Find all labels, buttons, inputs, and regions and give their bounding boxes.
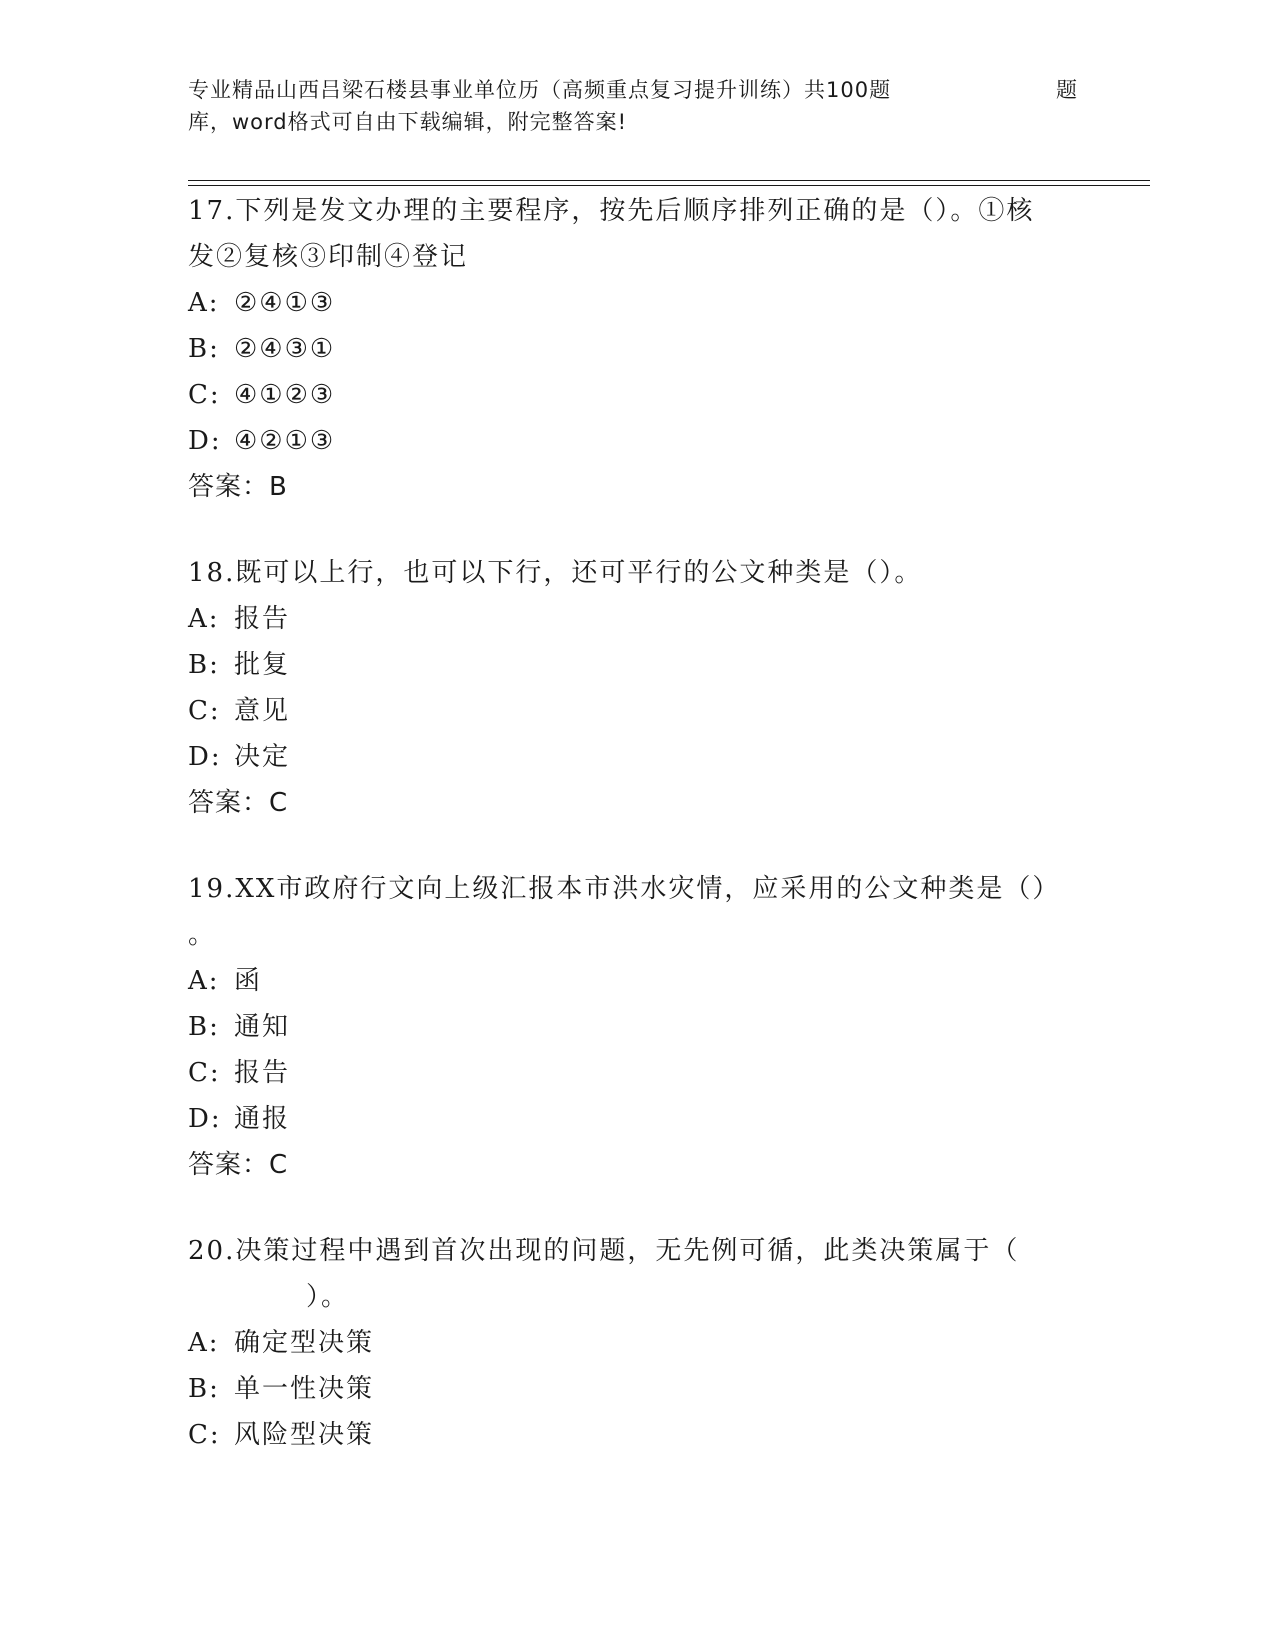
option-label: C: bbox=[188, 1420, 221, 1450]
question-18 bbox=[188, 550, 1088, 826]
option-c bbox=[188, 1412, 1088, 1458]
question-stem-line: 19.XX市政府行文向上级汇报本市洪水灾情，应采用的公文种类是（） bbox=[188, 874, 1061, 904]
spacer bbox=[188, 826, 1088, 866]
option-label: D: bbox=[188, 1104, 222, 1134]
option-label: B: bbox=[188, 1012, 220, 1042]
question-stem-line: ）。 bbox=[306, 1282, 350, 1312]
option-c bbox=[188, 688, 1088, 734]
answer-line: 答案：C bbox=[188, 1150, 289, 1180]
question-20 bbox=[188, 1228, 1088, 1458]
option-b bbox=[188, 1004, 1088, 1050]
header-title-text: 专业精品山西吕梁石楼县事业单位历（高频重点复习提升训练）共100题 bbox=[188, 78, 892, 102]
option-label: C: bbox=[188, 1058, 221, 1088]
option-d bbox=[188, 1096, 1088, 1142]
option-label: B: bbox=[188, 334, 220, 364]
option-label: C: bbox=[188, 696, 221, 726]
option-a bbox=[188, 280, 1088, 326]
document-header bbox=[188, 74, 1088, 138]
answer-line: 答案：C bbox=[188, 788, 289, 818]
header-title-tail: 题 bbox=[1056, 78, 1078, 102]
option-c bbox=[188, 372, 1088, 418]
question-stem-line: 18.既可以上行，也可以下行，还可平行的公文种类是（）。 bbox=[188, 558, 923, 588]
header-line-1 bbox=[188, 74, 1088, 106]
question-19 bbox=[188, 866, 1088, 1188]
option-b bbox=[188, 1366, 1088, 1412]
option-text: 报告 bbox=[234, 1058, 291, 1088]
option-text: 批复 bbox=[234, 650, 291, 680]
question-stem bbox=[188, 866, 1088, 958]
option-label: C: bbox=[188, 380, 221, 410]
option-label: A: bbox=[188, 966, 220, 996]
option-text: 通报 bbox=[234, 1104, 291, 1134]
option-c bbox=[188, 1050, 1088, 1096]
question-stem bbox=[188, 188, 1088, 280]
option-text: ④①②③ bbox=[234, 380, 336, 410]
spacer bbox=[188, 510, 1088, 550]
question-stem bbox=[188, 1228, 1088, 1320]
option-b bbox=[188, 326, 1088, 372]
spacer bbox=[188, 1188, 1088, 1228]
question-stem bbox=[188, 550, 1088, 596]
option-text: 通知 bbox=[234, 1012, 291, 1042]
option-text: 函 bbox=[234, 966, 263, 996]
option-label: A: bbox=[188, 604, 220, 634]
option-a bbox=[188, 958, 1088, 1004]
option-label: B: bbox=[188, 650, 220, 680]
option-text: 报告 bbox=[234, 604, 291, 634]
option-a bbox=[188, 596, 1088, 642]
option-text: 风险型决策 bbox=[234, 1420, 375, 1450]
option-label: D: bbox=[188, 426, 222, 456]
question-stem-line: 17.下列是发文办理的主要程序，按先后顺序排列正确的是（）。①核 bbox=[188, 196, 1035, 226]
option-label: B: bbox=[188, 1374, 220, 1404]
option-label: D: bbox=[188, 742, 222, 772]
option-text: 确定型决策 bbox=[234, 1328, 375, 1358]
question-stem-line: 。 bbox=[188, 920, 217, 950]
option-label: A: bbox=[188, 288, 220, 318]
option-text: 决定 bbox=[234, 742, 291, 772]
option-text: 单一性决策 bbox=[234, 1374, 375, 1404]
question-list bbox=[188, 188, 1088, 1458]
option-b bbox=[188, 642, 1088, 688]
header-divider-top bbox=[188, 180, 1150, 181]
option-text: ②④③① bbox=[234, 334, 336, 364]
option-label: A: bbox=[188, 1328, 220, 1358]
option-text: ②④①③ bbox=[234, 288, 336, 318]
header-line-2: 库，word格式可自由下载编辑，附完整答案! bbox=[188, 110, 628, 134]
question-stem-line: 发②复核③印制④登记 bbox=[188, 242, 469, 272]
header-divider-bottom bbox=[188, 185, 1150, 186]
question-stem-line: 20.决策过程中遇到首次出现的问题，无先例可循，此类决策属于（ bbox=[188, 1236, 1020, 1266]
option-d bbox=[188, 418, 1088, 464]
question-17 bbox=[188, 188, 1088, 510]
option-a bbox=[188, 1320, 1088, 1366]
option-text: ④②①③ bbox=[234, 426, 336, 456]
answer-line: 答案：B bbox=[188, 472, 288, 502]
option-d bbox=[188, 734, 1088, 780]
option-text: 意见 bbox=[234, 696, 291, 726]
